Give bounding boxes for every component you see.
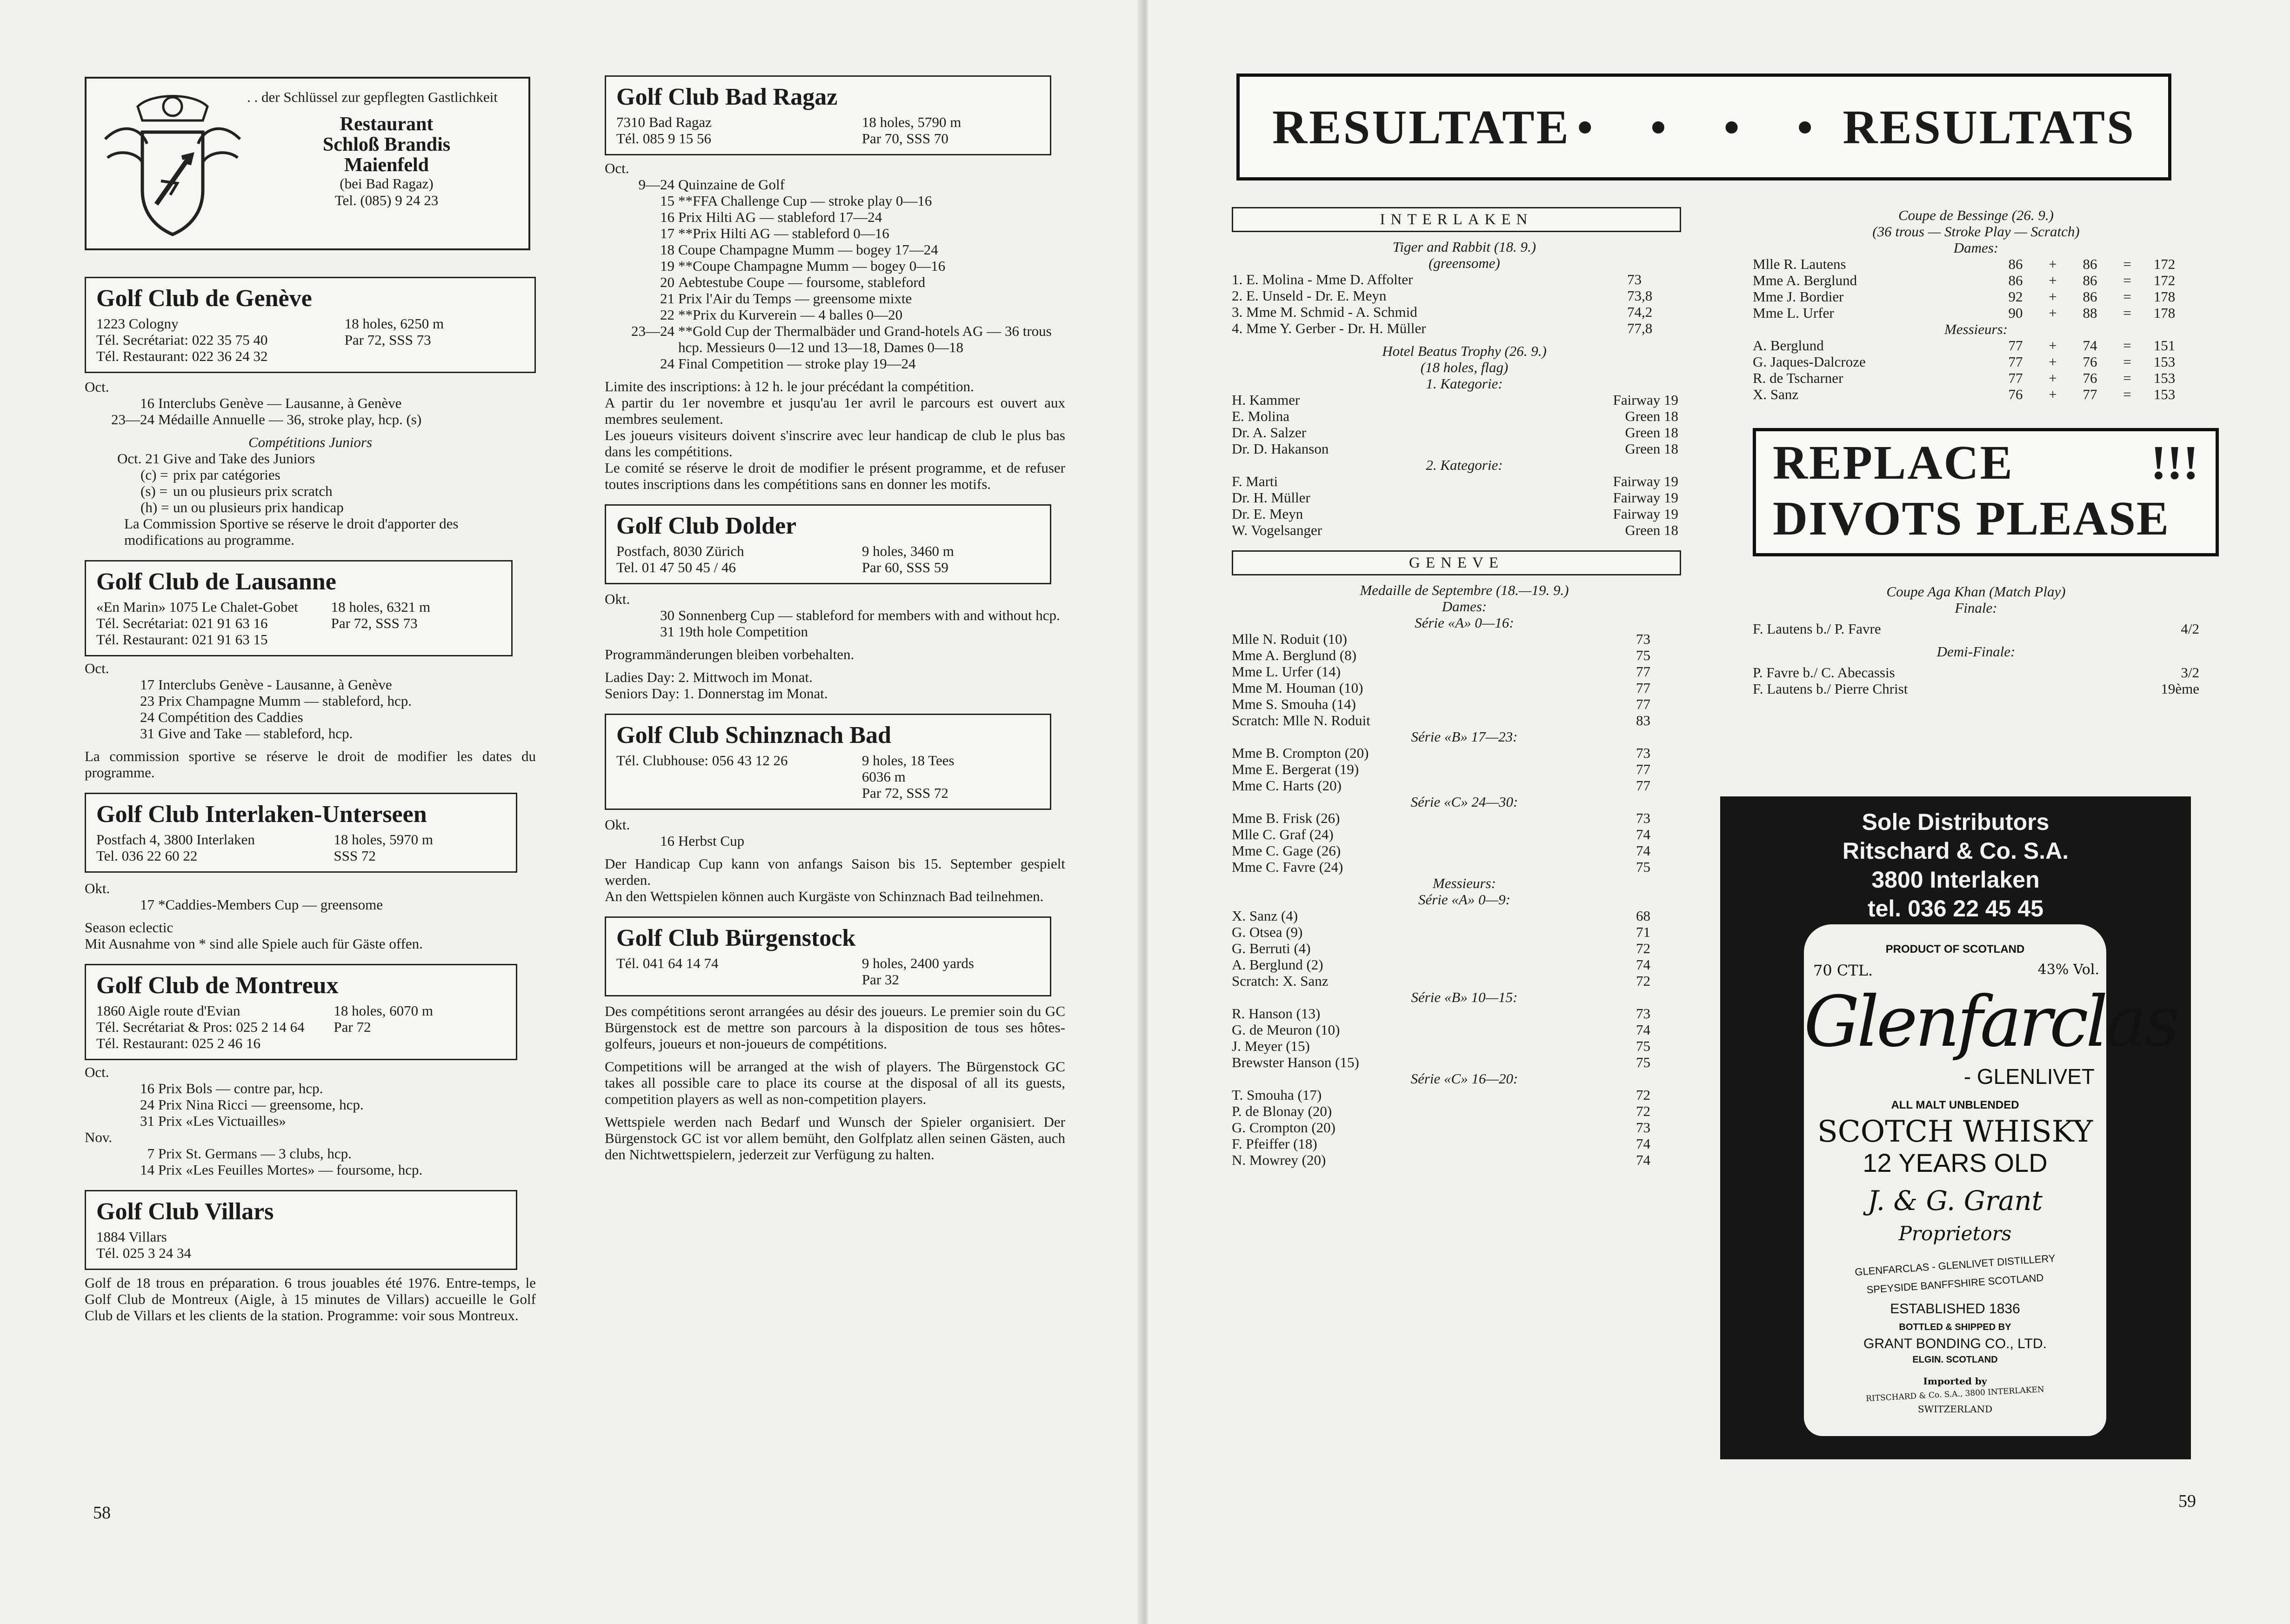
- importer-country: SWITZERLAND: [1917, 1403, 1993, 1415]
- replace-line-1: REPLACE: [1773, 436, 2014, 489]
- club-box-interlaken: [85, 793, 517, 873]
- event-row: 9—24 Quinzaine de Golf: [638, 176, 785, 193]
- club-box-villars: [85, 1190, 517, 1270]
- distillery-line: GLENFARCLAS - GLENLIVET DISTILLERY: [1854, 1252, 2056, 1278]
- event-row: 24 Compétition des Caddies: [140, 709, 303, 725]
- villars-note: Golf de 18 trous en préparation. 6 trous jouables été 1976. Entre-temps, le Golf Club de Montreux (Aigle, à 15 minutes de Villars) accueille le Golf Club de Villars et les clients de la station. Programme: voir sous Montreux.: [85, 1275, 536, 1323]
- legend-row: (h) = un ou plusieurs prix handicap: [140, 499, 344, 515]
- club-box-schinznach: [605, 714, 1051, 810]
- club-title: Golf Club Dolder: [616, 513, 797, 539]
- brand-name: Glenfarclas: [1804, 982, 2177, 1063]
- club-title: Golf Club Villars: [96, 1198, 274, 1225]
- result-row: F. Marti Fairway 19: [1232, 473, 1678, 489]
- left-page: [0, 0, 1142, 1624]
- event-row: 21 Prix l'Air du Temps — greensome mixte: [660, 290, 912, 307]
- club-course-info: 18 holes, 6321 m Par 72, SSS 73: [331, 599, 431, 631]
- left-column-2: [605, 75, 1065, 1163]
- elgin: ELGIN. SCOTLAND: [1912, 1355, 1998, 1365]
- result-row: Mme M. Houman (10) 77: [1232, 680, 1650, 696]
- dolder-note-2: Ladies Day: 2. Mittwoch im Monat. Seniors Day: 1. Donnerstag im Monat.: [605, 669, 828, 702]
- schloss-line1: Restaurant: [340, 114, 434, 135]
- result-row: G. Crompton (20) 73: [1232, 1119, 1650, 1136]
- result-row: P. de Blonay (20) 72: [1232, 1103, 1650, 1119]
- club-address: 1860 Aigle route d'Evian Tél. Secrétariat & Pros: 025 2 14 64 Tél. Restaurant: 025 2 46 16: [96, 1002, 305, 1051]
- result-row: J. Meyer (15) 75: [1232, 1038, 1650, 1054]
- all-malt: ALL MALT UNBLENDED: [1891, 1099, 2019, 1111]
- club-title: Golf Club Bad Ragaz: [616, 84, 838, 110]
- club-address: «En Marin» 1075 Le Chalet-Gobet Tél. Secrétariat: 021 91 63 16 Tél. Restaurant: 021 91 63 15: [96, 599, 298, 648]
- result-row: Mme C. Gage (26) 74: [1232, 842, 1650, 859]
- juniors-title: Compétitions Juniors: [248, 434, 373, 450]
- event-row: 17 **Prix Hilti AG — stableford 0—16: [660, 225, 889, 241]
- scotch-whisky: SCOTCH WHISKY: [1817, 1115, 2093, 1149]
- club-title: Golf Club Interlaken-Unterseen: [96, 801, 427, 828]
- result-row: N. Mowrey (20) 74: [1232, 1152, 1650, 1168]
- match-row: F. Lautens b./ Pierre Christ 19ème: [1753, 681, 2199, 697]
- result-row: Mme B. Crompton (20) 73: [1232, 745, 1650, 761]
- club-address: 1884 Villars Tél. 025 3 24 34: [96, 1229, 192, 1261]
- schloss-line4: (bei Bad Ragaz): [340, 175, 434, 192]
- result-row: Dr. D. Hakanson Green 18: [1232, 441, 1678, 457]
- club-address: Tél. 041 64 14 74: [616, 955, 719, 971]
- club-course-info: 18 holes, 6070 m Par 72: [334, 1002, 433, 1035]
- result-row: W. Vogelsanger Green 18: [1232, 522, 1678, 538]
- score-row: A. Berglund 77 + 74 = 151: [1753, 337, 2176, 354]
- event-title: Medaille de Septembre (18.—19. 9.): [1360, 582, 1569, 598]
- club-address: Tél. Clubhouse: 056 43 12 26: [616, 752, 788, 769]
- event-title: Tiger and Rabbit (18. 9.): [1392, 239, 1536, 255]
- club-title: Golf Club Bürgenstock: [616, 925, 856, 951]
- schloss-line3: Maienfeld: [344, 154, 429, 176]
- result-row: 2. E. Unseld - Dr. E. Meyn 73,8: [1232, 287, 1653, 304]
- event-row: 16 Prix Bols — contre par, hcp.: [140, 1080, 323, 1096]
- club-address: Postfach 4, 3800 Interlaken Tel. 036 22 60 22: [96, 831, 255, 864]
- series-title: Série «B» 17—23:: [1411, 728, 1518, 745]
- whisky-label: [1804, 924, 2177, 1436]
- club-course-info: 18 holes, 6250 m Par 72, SSS 73: [344, 315, 444, 348]
- match-row: P. Favre b./ C. Abecassis 3/2: [1753, 664, 2199, 681]
- result-row: Mlle N. Roduit (10) 73: [1232, 631, 1650, 647]
- result-row: G. Otsea (9) 71: [1232, 924, 1650, 940]
- score-row: G. Jaques-Dalcroze 77 + 76 = 153: [1753, 354, 2176, 370]
- score-row: Mlle R. Lautens 86 + 86 = 172: [1753, 256, 2176, 272]
- month-label: Oct.: [85, 379, 109, 395]
- header-bullets: • • • •: [1577, 102, 1836, 152]
- club-box-geneve: [85, 277, 536, 373]
- result-row: E. Molina Green 18: [1232, 408, 1678, 424]
- club-title: Golf Club Schinznach Bad: [616, 722, 891, 749]
- event-row: 16 Prix Hilti AG — stableford 17—24: [660, 209, 882, 225]
- result-row: R. Hanson (13) 73: [1232, 1005, 1650, 1022]
- club-address: Postfach, 8030 Zürich Tel. 01 47 50 45 / 46: [616, 543, 744, 575]
- event-row: 31 Give and Take — stableford, hcp.: [140, 725, 353, 742]
- bottled-by: BOTTLED & SHIPPED BY: [1899, 1322, 2011, 1332]
- result-row: 4. Mme Y. Gerber - Dr. H. Müller 77,8: [1232, 320, 1653, 336]
- whisky-ad: [1720, 796, 2191, 1459]
- event-row: 17 *Caddies-Members Cup — greensome: [140, 896, 383, 913]
- replace-divots-box: [1753, 428, 2219, 556]
- group-title: Messieurs:: [1944, 321, 2008, 337]
- burgenstock-note-2: Competitions will be arranged at the wish of players. The Bürgenstock GC takes all possible care to place its course at the disposal of all its guests, competition players as well as non-competition players.: [605, 1058, 1065, 1107]
- event-row: 22 **Prix du Kurverein — 4 balles 0—20: [660, 307, 903, 323]
- ad-line-1: Sole Distributors: [1862, 809, 2050, 835]
- event-row: 16 Herbst Cup: [660, 833, 745, 849]
- result-row: Mme B. Frisk (26) 73: [1232, 810, 1650, 826]
- section-title: GENEVE: [1232, 550, 1681, 575]
- result-row: T. Smouha (17) 72: [1232, 1087, 1650, 1103]
- result-row: 1. E. Molina - Mme D. Affolter 73: [1232, 271, 1642, 287]
- result-row: Mme S. Smouha (14) 77: [1232, 696, 1650, 712]
- event-row: 31 Prix «Les Victuailles»: [140, 1113, 286, 1129]
- result-row: Mme L. Urfer (14) 77: [1232, 663, 1650, 680]
- geneve-note: La Commission Sportive se réserve le droit d'apporter des modifications au programme.: [124, 515, 459, 548]
- group-title: Messieurs:: [1432, 875, 1496, 891]
- volume-ctl: 70 CTL.: [1813, 962, 1873, 979]
- grant-signature: J. & G. Grant: [1867, 1185, 2043, 1216]
- series-title: Série «C» 24—30:: [1410, 794, 1518, 810]
- bonding-company: GRANT BONDING CO., LTD.: [1863, 1336, 2047, 1351]
- result-row: Scratch: Mlle N. Roduit 83: [1232, 712, 1650, 728]
- month-label: Oct.: [85, 660, 109, 676]
- round-title: Finale:: [1955, 600, 1997, 616]
- event-row: 23 Prix Champagne Mumm — stableford, hcp.: [140, 693, 412, 709]
- month-label: Okt.: [605, 816, 630, 833]
- event-row: 16 Interclubs Genève — Lausanne, à Genève: [140, 395, 402, 411]
- result-row: F. Pfeiffer (18) 74: [1232, 1136, 1650, 1152]
- legend-row: (s) = un ou plusieurs prix scratch: [140, 483, 333, 499]
- club-address: 1223 Cologny Tél. Secrétariat: 022 35 75 40 Tél. Restaurant: 022 36 24 32: [96, 315, 268, 364]
- category-title: 1. Kategorie:: [1426, 375, 1503, 392]
- years-old: 12 YEARS OLD: [1863, 1148, 2048, 1177]
- event-title: Coupe Aga Khan (Match Play): [1886, 583, 2066, 600]
- event-row: 7 Prix St. Germans — 3 clubs, hcp.: [147, 1145, 352, 1162]
- interlaken-note-2: Mit Ausnahme von * sind alle Spiele auch für Gäste offen.: [85, 936, 423, 952]
- event-row: 24 Final Competition — stroke play 19—24: [660, 355, 916, 372]
- club-box-burgenstock: [605, 916, 1051, 996]
- event-row: 17 Interclubs Genève - Lausanne, à Genève: [140, 676, 392, 693]
- club-box-ragaz: [605, 75, 1051, 155]
- score-row: R. de Tscharner 77 + 76 = 153: [1753, 370, 2176, 386]
- legend-row: (c) = prix par catégories: [140, 467, 280, 483]
- series-title: Série «B» 10—15:: [1411, 989, 1518, 1005]
- result-row: Mme C. Harts (20) 77: [1232, 777, 1650, 794]
- event-title: Hotel Beatus Trophy (26. 9.): [1382, 343, 1547, 359]
- round-title: Demi-Finale:: [1936, 643, 2016, 660]
- ad-line-2: Ritschard & Co. S.A.: [1842, 838, 2069, 864]
- page-number: 59: [2178, 1491, 2196, 1511]
- event-row: 31 19th hole Competition: [660, 623, 808, 640]
- club-title: Golf Club de Montreux: [96, 972, 339, 999]
- score-row: Mme A. Berglund 86 + 86 = 172: [1753, 272, 2176, 288]
- event-row: 24 Prix Nina Ricci — greensome, hcp.: [140, 1096, 364, 1113]
- month-label: Oct.: [605, 160, 629, 176]
- importer: RITSCHARD & Co. S.A., 3800 INTERLAKEN: [1865, 1384, 2045, 1404]
- schloss-phone: Tel. (085) 9 24 23: [334, 192, 439, 208]
- event-subtitle: (greensome): [1429, 255, 1500, 271]
- club-course-info: 9 holes, 18 Tees 6036 m Par 72, SSS 72: [861, 752, 955, 801]
- dolder-note-1: Programmänderungen bleiben vorbehalten.: [605, 646, 855, 662]
- result-row: 3. Mme M. Schmid - A. Schmid 74,2: [1232, 304, 1653, 320]
- club-address: 7310 Bad Ragaz Tél. 085 9 15 56: [616, 114, 712, 147]
- burgenstock-note-3: Wettspiele werden nach Bedarf und Wunsch der Spieler organisiert. Der Bürgenstock GC ist vor allem bemüht, den Golfplatz allen seinen Gästen, auch den Nichtwettspielern, jederzeit zur Verfügung zu halten.: [605, 1114, 1065, 1163]
- group-title: Dames:: [1953, 240, 1999, 256]
- replace-line-2: DIVOTS PLEASE: [1773, 492, 2170, 545]
- juniors-event: Oct. 21 Give and Take des Juniors: [117, 450, 315, 467]
- result-row: X. Sanz (4) 68: [1232, 908, 1650, 924]
- event-subtitle: (18 holes, flag): [1420, 359, 1509, 375]
- result-row: G. Berruti (4) 72: [1232, 940, 1650, 956]
- glenlivet: - GLENLIVET: [1963, 1064, 2095, 1089]
- club-course-info: 18 holes, 5970 m SSS 72: [334, 831, 433, 864]
- lausanne-note: La commission sportive se réserve le droit de modifier les dates du programme.: [85, 748, 536, 781]
- club-course-info: 18 holes, 5790 m Par 70, SSS 70: [861, 114, 961, 147]
- club-box-lausanne: [85, 560, 513, 656]
- club-course-info: 9 holes, 2400 yards Par 32: [861, 955, 974, 988]
- schloss-ad: [85, 77, 530, 250]
- event-row: 15 **FFA Challenge Cup — stroke play 0—16: [660, 193, 932, 209]
- score-row: Mme L. Urfer 90 + 88 = 178: [1753, 305, 2176, 321]
- result-row: Mlle C. Graf (24) 74: [1232, 826, 1650, 842]
- event-title: Coupe de Bessinge (26. 9.): [1898, 207, 2054, 223]
- month-label: Okt.: [605, 591, 630, 607]
- result-row: Dr. A. Salzer Green 18: [1232, 424, 1678, 441]
- group-title: Dames:: [1442, 598, 1487, 615]
- result-row: Mme A. Berglund (8) 75: [1232, 647, 1650, 663]
- result-row: Dr. H. Müller Fairway 19: [1232, 489, 1678, 506]
- result-row: A. Berglund (2) 74: [1232, 956, 1650, 973]
- result-row: Scratch: X. Sanz 72: [1232, 973, 1650, 989]
- month-label: Oct.: [85, 1064, 109, 1080]
- event-row: 23—24 Médaille Annuelle — 36, stroke play, hcp. (s): [111, 411, 422, 428]
- series-title: Série «C» 16—20:: [1410, 1070, 1518, 1087]
- event-row: 14 Prix «Les Feuilles Mortes» — foursome, hcp.: [140, 1162, 423, 1178]
- replace-exclamation: !!!: [2150, 436, 2199, 489]
- series-title: Série «A» 0—16:: [1415, 615, 1514, 631]
- results-header: [1236, 74, 2171, 180]
- speyside-line: SPEYSIDE BANFFSHIRE SCOTLAND: [1866, 1271, 2044, 1296]
- event-row: 18 Coupe Champagne Mumm — bogey 17—24: [660, 241, 938, 258]
- header-right: RESULTATS: [1843, 100, 2136, 154]
- header-left: RESULTATE: [1272, 100, 1571, 154]
- result-row: Dr. E. Meyn Fairway 19: [1232, 506, 1678, 522]
- club-title: Golf Club de Lausanne: [96, 568, 336, 595]
- result-row: H. Kammer Fairway 19: [1232, 392, 1678, 408]
- event-row: 20 Aebtestube Coupe — foursome, stableford: [660, 274, 926, 290]
- month-label: Okt.: [85, 880, 110, 896]
- event-row: 30 Sonnenberg Cup — stableford for members with and without hcp.: [660, 607, 1060, 623]
- volume-percent: 43% Vol.: [2037, 962, 2099, 978]
- ad-line-4: tel. 036 22 45 45: [1867, 896, 2044, 922]
- established: ESTABLISHED 1836: [1890, 1301, 2020, 1317]
- club-title: Golf Club de Genève: [96, 285, 312, 312]
- result-row: Mme E. Bergerat (19) 77: [1232, 761, 1650, 777]
- event-subtitle: (36 trous — Stroke Play — Scratch): [1872, 223, 2080, 240]
- crest-icon: [96, 88, 249, 241]
- series-title: Série «A» 0—9:: [1418, 891, 1511, 908]
- score-row: X. Sanz 76 + 77 = 153: [1753, 386, 2176, 402]
- proprietors: Proprietors: [1898, 1222, 2012, 1245]
- imported-by: Imported by: [1923, 1376, 1987, 1387]
- page-number: 58: [93, 1503, 111, 1523]
- left-column-1: [85, 277, 536, 1323]
- club-box-dolder: [605, 504, 1051, 584]
- ad-line-3: 3800 Interlaken: [1871, 867, 2040, 893]
- schloss-tagline: . . der Schlüssel zur gepflegten Gastlichkeit: [247, 89, 498, 105]
- club-course-info: 9 holes, 3460 m Par 60, SSS 59: [861, 543, 954, 575]
- month-label: Nov.: [85, 1129, 113, 1145]
- score-row: Mme J. Bordier 92 + 86 = 178: [1753, 288, 2176, 305]
- results-column-2: [1753, 207, 2199, 697]
- schinznach-note: Der Handicap Cup kann von anfangs Saison bis 15. September gespielt werden. An den Wettspielen können auch Kurgäste von Schinznach Bad teilnehmen.: [605, 855, 1065, 904]
- club-box-montreux: [85, 964, 517, 1060]
- result-row: Mme C. Favre (24) 75: [1232, 859, 1650, 875]
- right-page: [1148, 0, 2290, 1624]
- section-title: INTERLAKEN: [1232, 207, 1681, 232]
- event-row: 23—24 **Gold Cup der Thermalbäder und Grand-hotels AG — 36 trous hcp. Messieurs 0—12 und 13—18, Dames 0—18: [631, 323, 1052, 355]
- schloss-line2: Schloß Brandis: [322, 134, 451, 155]
- result-row: G. de Meuron (10) 74: [1232, 1022, 1650, 1038]
- event-row: 19 **Coupe Champagne Mumm — bogey 0—16: [660, 258, 946, 274]
- interlaken-note-1: Season eclectic: [85, 919, 174, 936]
- ragaz-note: Limite des inscriptions: à 12 h. le jour précédant la compétition. A partir du 1er novembre et jusqu'au 1er avril le parcours est ouvert aux membres seulement. Les joueurs visiteurs doivent s'inscrire avec leur handicap de club le plus bas dans les compétitions. Le comité se réserve le droit de modifier le présent programme, et de refuser toutes inscriptions dans les compétitions sans en donner les motifs.: [605, 378, 1065, 492]
- burgenstock-note-1: Des compétitions seront arrangées au désir des joueurs. Le premier soin du GC Bürgenstock est de mettre son parcours à la disposition de tous ses hôtes-golfeurs, joueurs et non-joueurs de compétitions.: [605, 1003, 1065, 1052]
- results-column-1: [1232, 207, 1697, 1168]
- category-title: 2. Kategorie:: [1426, 457, 1503, 473]
- product-of-scotland: PRODUCT OF SCOTLAND: [1885, 943, 2025, 956]
- result-row: Brewster Hanson (15) 75: [1232, 1054, 1650, 1070]
- match-row: F. Lautens b./ P. Favre 4/2: [1753, 621, 2199, 637]
